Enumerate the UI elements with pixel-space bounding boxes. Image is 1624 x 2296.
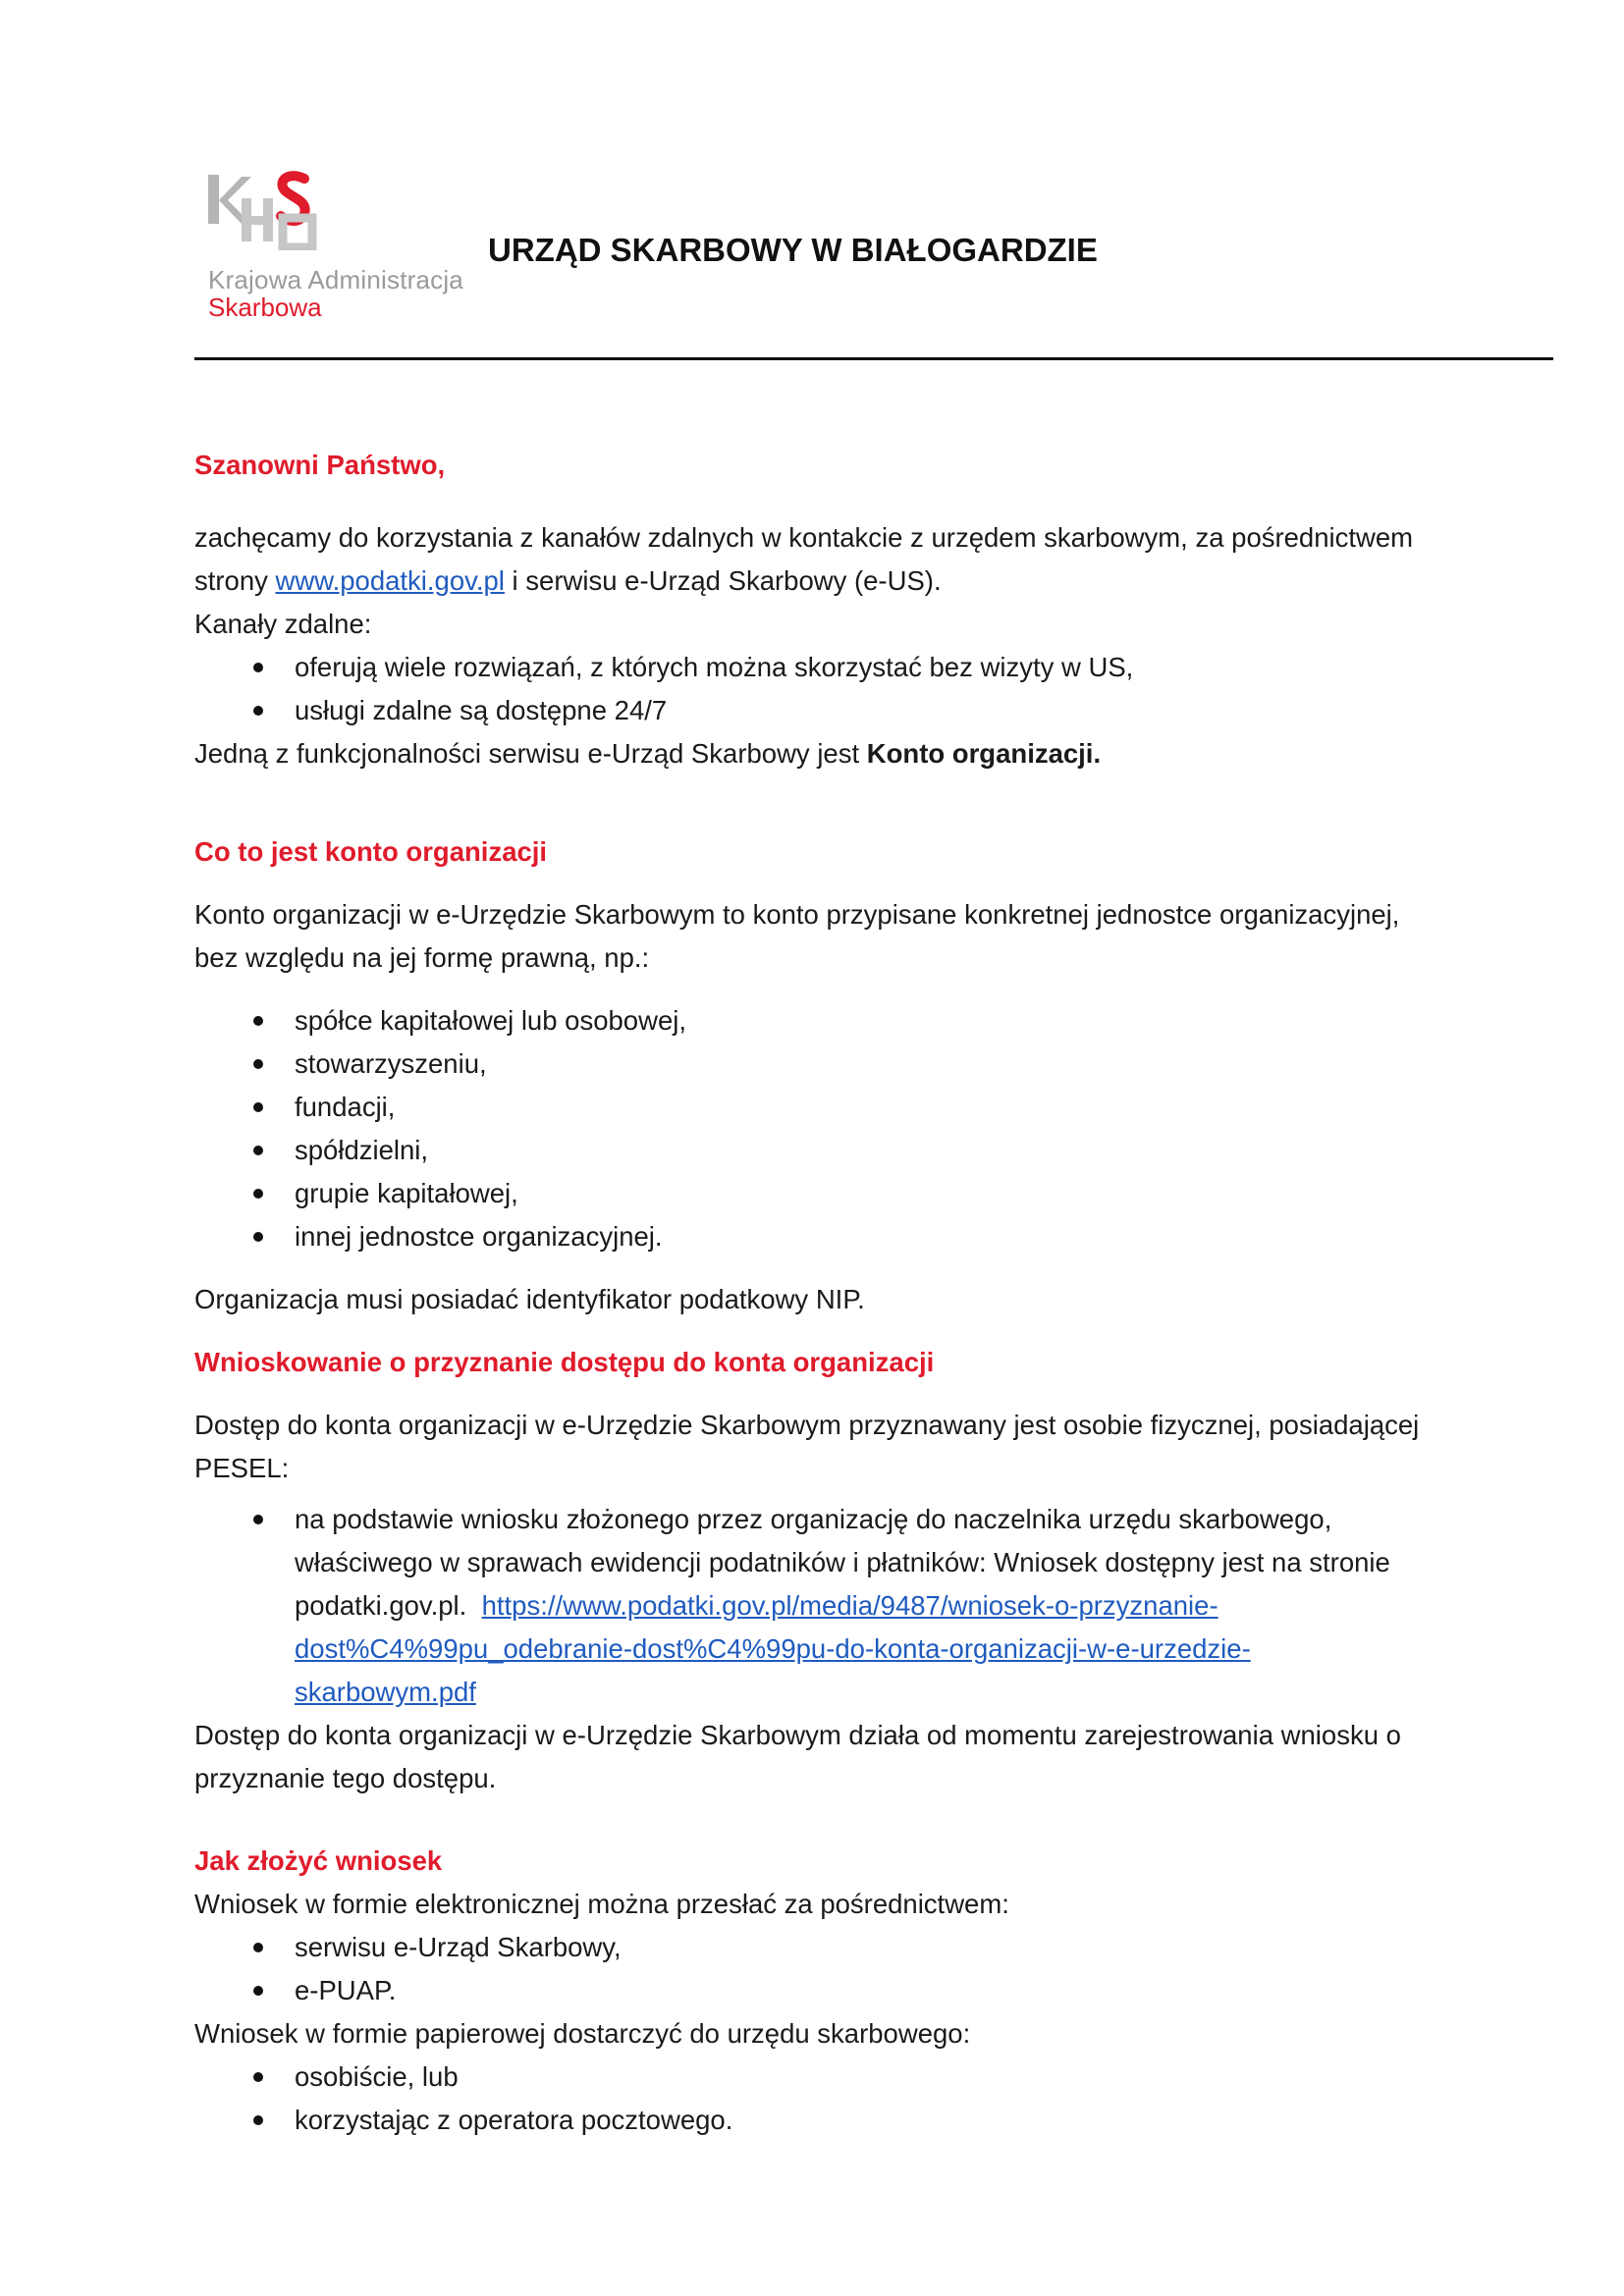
section2-para-line2: PESEL: (194, 1453, 290, 1483)
bullet-icon (253, 1189, 263, 1199)
functionality-prefix: Jedną z funkcjonalności serwisu e-Urząd Skarbowy jest (194, 738, 867, 769)
list-item-text: fundacji, (295, 1092, 396, 1122)
electronic-channels-list (194, 1926, 1471, 2012)
list-item (194, 1086, 1471, 1129)
list-item-text: usługi zdalne są dostępne 24/7 (295, 695, 668, 725)
header-divider (194, 357, 1553, 360)
bullet-icon (253, 1016, 263, 1026)
list-item-text: spółce kapitałowej lub osobowej, (295, 1005, 686, 1036)
intro-line1: zachęcamy do korzystania z kanałów zdalnych w kontakcie z urzędem skarbowym, za pośrednictwem (194, 522, 1414, 553)
list-item-text: oferują wiele rozwiązań, z których można skorzystać bez wizyty w US, (295, 652, 1134, 682)
list-item (194, 2099, 1471, 2142)
list-item (194, 2056, 1471, 2099)
application-pdf-link-part1[interactable]: https://www.podatki.gov.pl/media/9487/wniosek-o-przyznanie- (481, 1590, 1218, 1621)
paper-channels-list (194, 2056, 1471, 2142)
list-item-text: grupie kapitałowej, (295, 1178, 518, 1208)
section1-heading: Co to jest konto organizacji (194, 836, 548, 867)
kas-logo (202, 167, 463, 324)
functionality-line (194, 732, 1471, 775)
bullet-icon (253, 1059, 263, 1069)
list-item (194, 689, 1471, 732)
list-item-text: spółdzielni, (295, 1135, 429, 1165)
bullet-icon (253, 2115, 263, 2125)
section3-heading: Jak złożyć wniosek (194, 1845, 443, 1876)
bullet-icon (253, 1146, 263, 1155)
greeting: Szanowni Państwo, (194, 450, 446, 480)
list-item (194, 1042, 1471, 1086)
channels-label: Kanały zdalne: (194, 609, 372, 639)
list-item (194, 1926, 1471, 1969)
section2-heading: Wnioskowanie o przyznanie dostępu do konta organizacji (194, 1347, 935, 1377)
bullet-icon (253, 1232, 263, 1242)
access-basis-list (194, 1498, 1471, 1714)
list-item-text: innej jednostce organizacyjnej. (295, 1221, 663, 1252)
electronic-intro: Wniosek w formie elektronicznej można przesłać za pośrednictwem: (194, 1889, 1009, 1919)
basis-line2: właściwego w sprawach ewidencji podatników i płatników: Wniosek dostępny jest na stronie (295, 1547, 1390, 1577)
section2-para-line1: Dostęp do konta organizacji w e-Urzędzie Skarbowym przyznawany jest osobie fizycznej, posiadającej (194, 1410, 1420, 1440)
nip-note: Organizacja musi posiadać identyfikator podatkowy NIP. (194, 1284, 865, 1314)
logo-text-line1: Krajowa Administracja (208, 265, 463, 294)
section2-closing-line1: Dostęp do konta organizacji w e-Urzędzie Skarbowym działa od momentu zarejestrowania wniosku o (194, 1720, 1401, 1750)
list-item (194, 1215, 1471, 1258)
intro-line2-suffix: i serwisu e-Urząd Skarbowy (e-US). (504, 565, 942, 596)
basis-line3-prefix: podatki.gov.pl. (295, 1590, 482, 1621)
list-item-text: korzystając z operatora pocztowego. (295, 2105, 733, 2135)
bullet-icon (253, 1102, 263, 1112)
list-item-text: e-PUAP. (295, 1975, 397, 2005)
section1-para-line1: Konto organizacji w e-Urzędzie Skarbowym to konto przypisane konkretnej jednostce organizacyjnej, (194, 899, 1400, 930)
list-item (194, 999, 1471, 1042)
application-pdf-link-part3[interactable]: skarbowym.pdf (295, 1677, 476, 1707)
podatki-link[interactable]: www.podatki.gov.pl (275, 565, 505, 596)
section1-para-line2: bez względu na jej formę prawną, np.: (194, 942, 650, 973)
bullet-icon (253, 2072, 263, 2082)
organization-types-list (194, 999, 1471, 1258)
bullet-icon (253, 1943, 263, 1952)
bullet-icon (253, 706, 263, 716)
intro-line2-prefix: strony (194, 565, 276, 596)
kas-logo-mark-icon (208, 167, 326, 250)
list-item (194, 1969, 1471, 2012)
bullet-icon (253, 1515, 263, 1524)
bullet-icon (253, 663, 263, 672)
bullet-icon (253, 1986, 263, 1996)
list-item (194, 646, 1471, 689)
logo-text-line2: Skarbowa (208, 293, 322, 322)
list-item-text: osobiście, lub (295, 2061, 459, 2092)
list-item-text: stowarzyszeniu, (295, 1048, 487, 1079)
intro-line2 (194, 560, 1471, 603)
section2-closing-line2: przyznanie tego dostępu. (194, 1763, 497, 1793)
basis-line1: na podstawie wniosku złożonego przez organizację do naczelnika urzędu skarbowego, (295, 1504, 1332, 1534)
office-title: URZĄD SKARBOWY W BIAŁOGARDZIE (488, 232, 1098, 268)
list-item-text: serwisu e-Urząd Skarbowy, (295, 1932, 622, 1962)
channels-list (194, 646, 1471, 732)
application-pdf-link-part2[interactable]: dost%C4%99pu_odebranie-dost%C4%99pu-do-konta-organizacji-w-e-urzedzie- (295, 1633, 1251, 1664)
list-item (194, 1172, 1471, 1215)
list-item (194, 1498, 1471, 1714)
list-item (194, 1129, 1471, 1172)
document-body (194, 444, 1471, 2142)
paper-intro: Wniosek w formie papierowej dostarczyć do urzędu skarbowego: (194, 2018, 971, 2049)
functionality-bold: Konto organizacji. (866, 738, 1102, 769)
